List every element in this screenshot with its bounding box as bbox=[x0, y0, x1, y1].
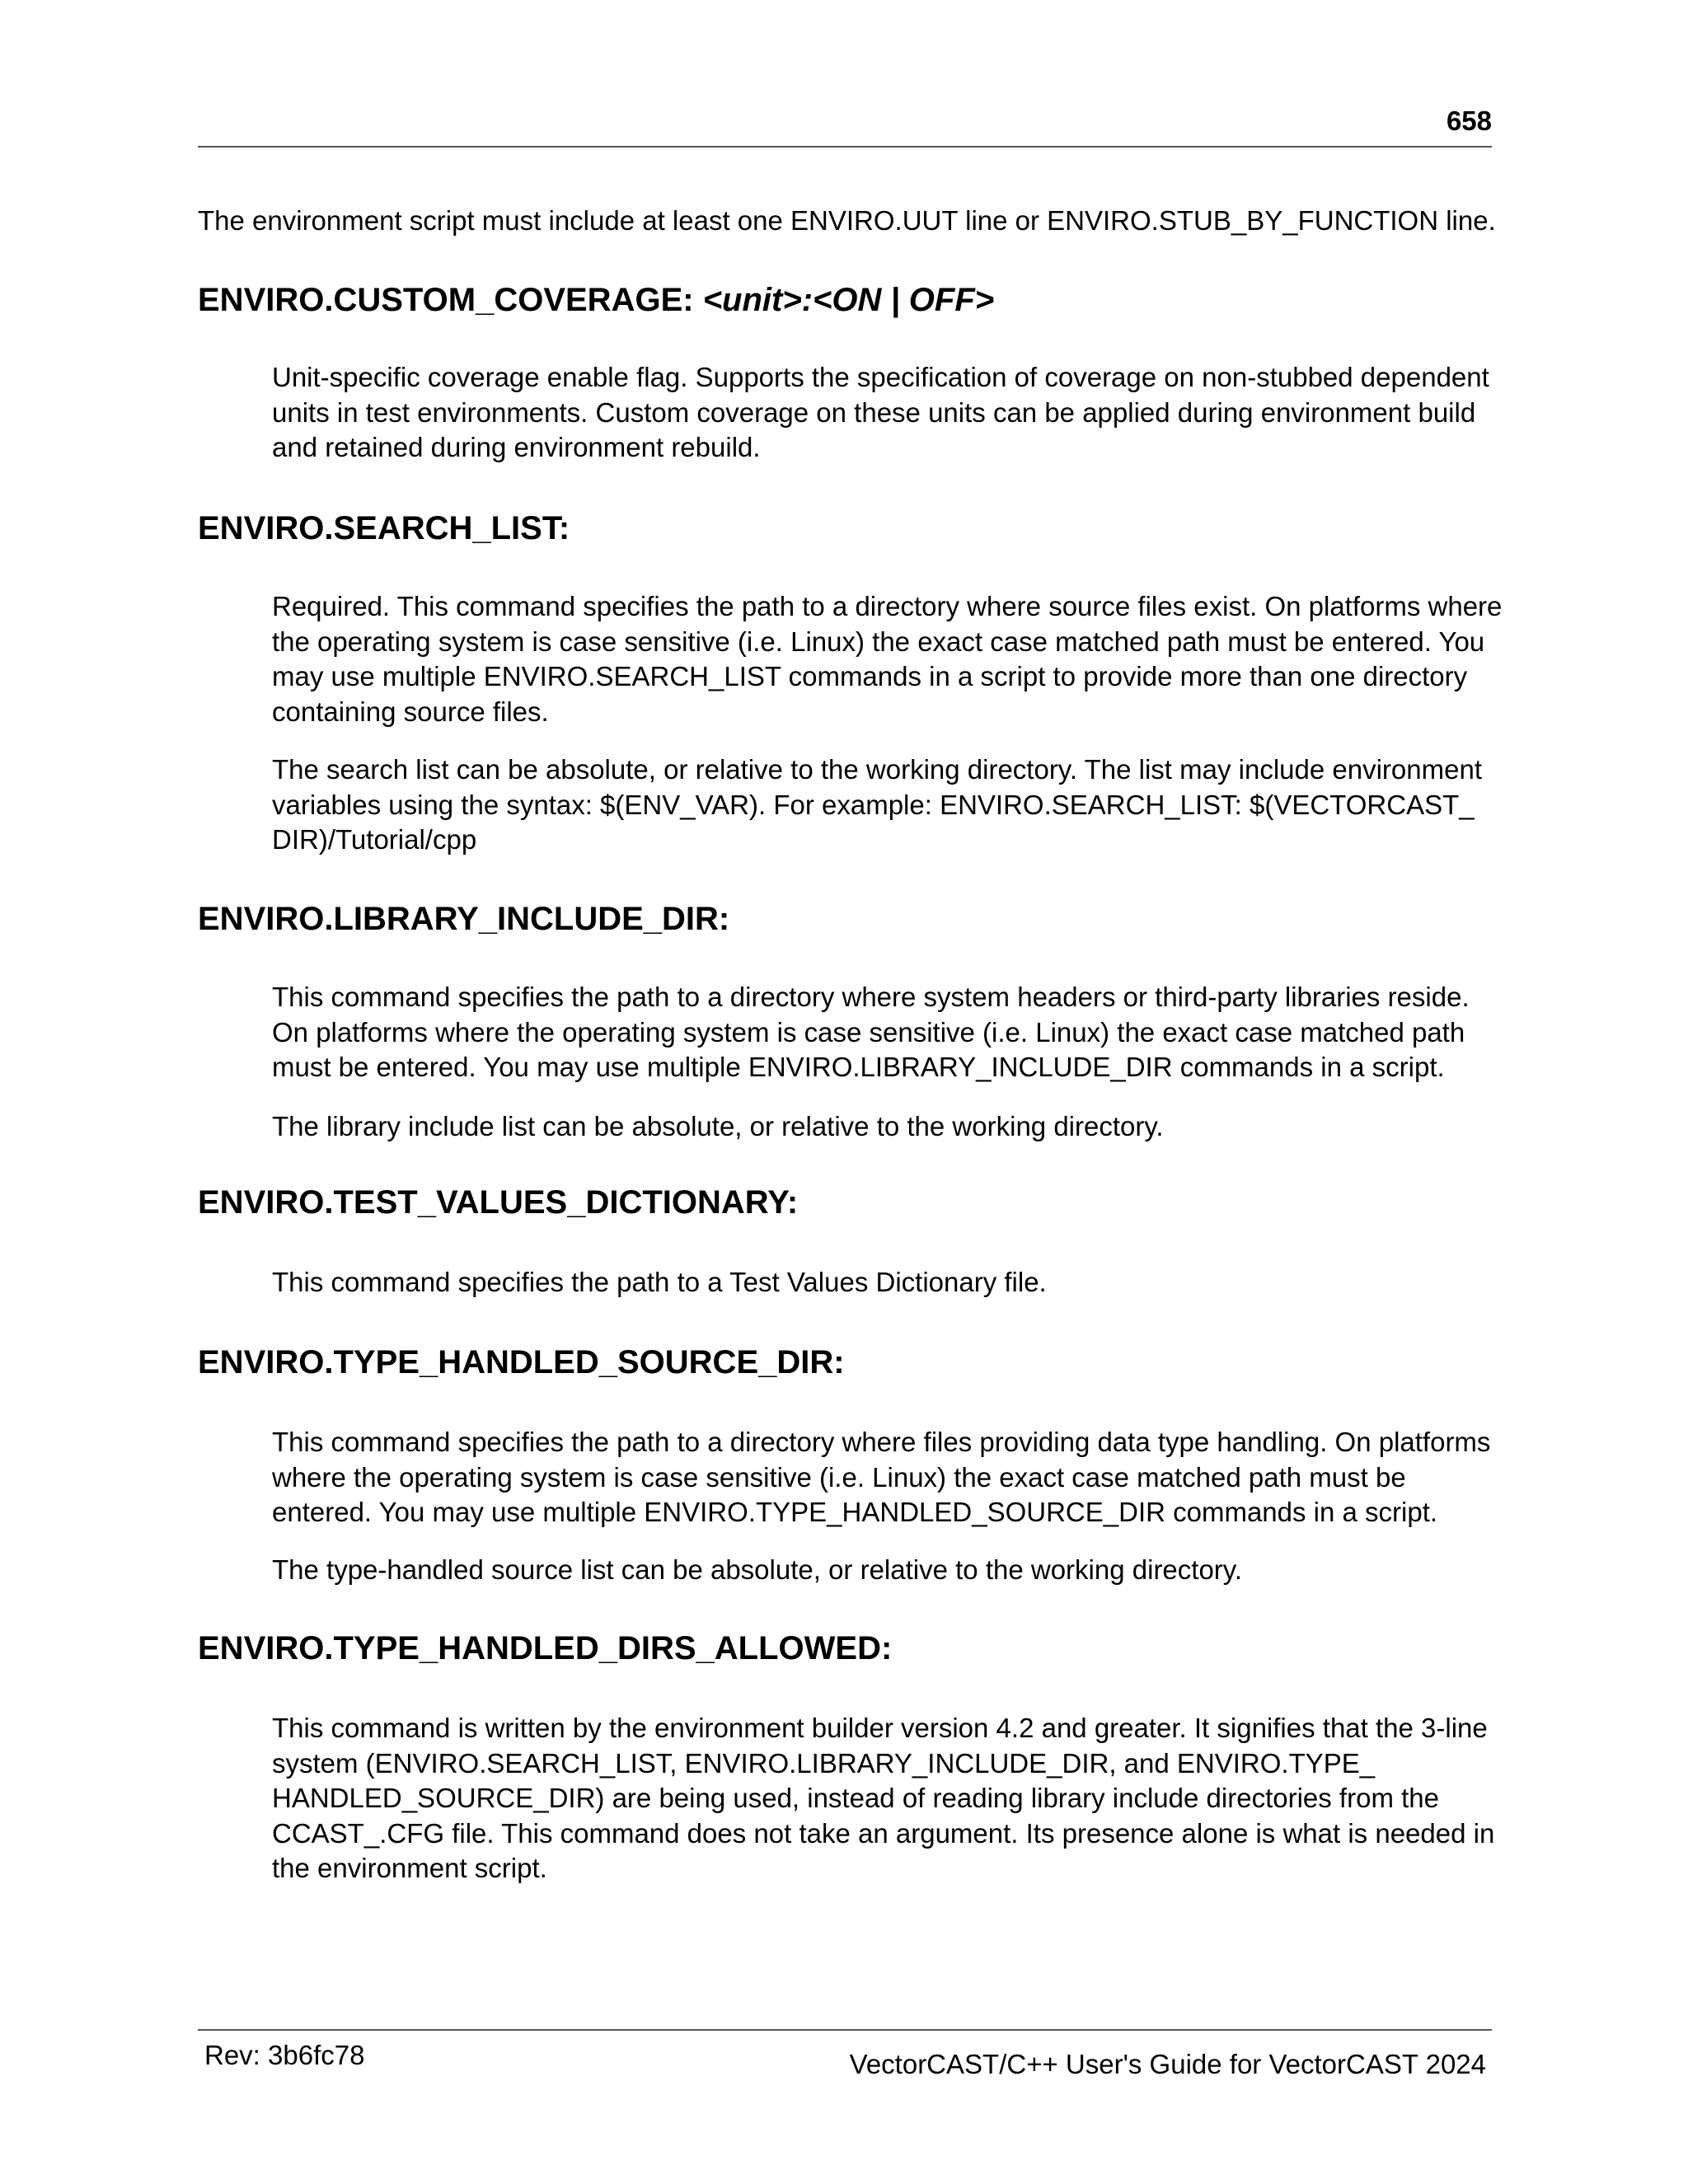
section-heading-type-handled-source-dir: ENVIRO.TYPE_HANDLED_SOURCE_DIR: bbox=[198, 1344, 845, 1380]
paragraph: This command is written by the environment builder version 4.2 and greater. It signifies that the 3-line system (ENVIRO.SEARCH_LIST, ENVIRO.LIBRARY_INCLUDE_DIR, and ENVIRO.TYPE_ HANDLED_SOURCE_DIR) are being used, instead of reading library include directories from the CCAST_.CFG file. This command does not take an argument. Its presence alone is what is needed in the environment script. bbox=[272, 1713, 1495, 1883]
paragraph: Unit-specific coverage enable flag. Supports the specification of coverage on non-stubbed dependent units in test environments. Custom coverage on these units can be applied during environment build and retained during environment rebuild. bbox=[272, 362, 1489, 462]
header-divider bbox=[198, 146, 1492, 148]
paragraph: This command specifies the path to a directory where files providing data type handling. On platforms where the operating system is case sensitive (i.e. Linux) the exact case matched path must be entered. You may use multiple ENVIRO.TYPE_HANDLED_SOURCE_DIR commands in a script. bbox=[272, 1427, 1491, 1527]
footer-revision: Rev: 3b6fc78 bbox=[204, 2040, 365, 2070]
paragraph: This command specifies the path to a Test Values Dictionary file. bbox=[272, 1267, 1047, 1297]
paragraph: This command specifies the path to a directory where system headers or third-party libraries reside. On platforms where the operating system is case sensitive (i.e. Linux) the exact case matched path must be entered. You may use multiple ENVIRO.LIBRARY_INCLUDE_DIR commands in a script. bbox=[272, 982, 1470, 1082]
footer-guide-title: VectorCAST/C++ User's Guide for VectorCAST 2024 bbox=[849, 2049, 1486, 2079]
section-heading-search-list: ENVIRO.SEARCH_LIST: bbox=[198, 510, 570, 546]
footer-divider bbox=[198, 2029, 1492, 2031]
section-heading-test-values-dictionary: ENVIRO.TEST_VALUES_DICTIONARY: bbox=[198, 1184, 799, 1221]
paragraph: The search list can be absolute, or relative to the working directory. The list may include environment variables using the syntax: $(ENV_VAR). For example: ENVIRO.SEARCH_LIST: $(VECTORCAST_ DIR)/Tutorial/cpp bbox=[272, 754, 1482, 855]
paragraph: The type-handled source list can be absolute, or relative to the working directory. bbox=[272, 1554, 1243, 1585]
paragraph: Required. This command specifies the path to a directory where source files exist. On platforms where the operating system is case sensitive (i.e. Linux) the exact case matched path must be entered. You may use multiple ENVIRO.SEARCH_LIST commands in a script to provide more than one directory containing source files. bbox=[272, 591, 1503, 727]
page-number: 658 bbox=[1446, 105, 1492, 136]
intro-paragraph: The environment script must include at least one ENVIRO.UUT line or ENVIRO.STUB_BY_FUNCTION line. bbox=[198, 205, 1496, 236]
section-heading-text: ENVIRO.CUSTOM_COVERAGE: bbox=[198, 282, 703, 318]
paragraph: The library include list can be absolute, or relative to the working directory. bbox=[272, 1111, 1164, 1141]
section-heading-args: <unit>:<ON | OFF> bbox=[702, 282, 995, 318]
section-heading-type-handled-dirs-allowed: ENVIRO.TYPE_HANDLED_DIRS_ALLOWED: bbox=[198, 1630, 893, 1666]
section-heading-library-include-dir: ENVIRO.LIBRARY_INCLUDE_DIR: bbox=[198, 901, 730, 937]
section-heading-custom-coverage bbox=[198, 280, 994, 320]
